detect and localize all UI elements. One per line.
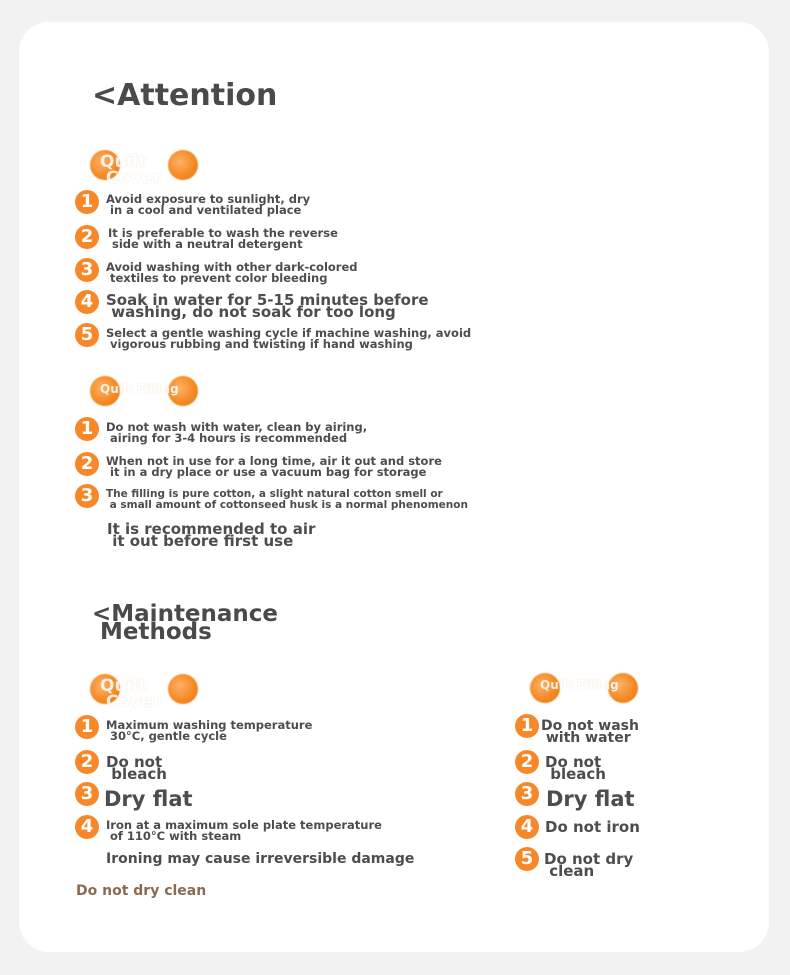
- step-3-icon: 3: [75, 258, 99, 282]
- maint-cover-item-2: Do not bleach: [106, 753, 167, 783]
- maint-filling-item-4: Do not iron: [545, 818, 640, 836]
- step-4-icon: 4: [75, 815, 99, 839]
- step-1-icon: 1: [515, 714, 539, 738]
- quilt-cover-label: Quilt Cover: [100, 152, 162, 188]
- dry-clean-footer: Do not dry clean: [76, 883, 207, 899]
- cover-item-5: Select a gentle washing cycle if machine washing, avoid vigorous rubbing and twisting if hand washing: [106, 326, 472, 351]
- step-5-icon: 5: [515, 847, 539, 871]
- maint-filling-item-3: Dry flat: [546, 787, 635, 811]
- maintenance-heading: <Maintenance Methods: [92, 601, 279, 645]
- step-2-icon: 2: [515, 750, 539, 774]
- orange-circle-icon: [168, 150, 198, 180]
- maint-cover-item-4: Iron at a maximum sole plate temperature of 110°C with steam: [106, 818, 382, 843]
- maintenance-cover-label: Quilt Cover: [100, 676, 162, 712]
- maint-cover-item-1: Maximum washing temperature 30°C, gentle cycle: [106, 718, 313, 743]
- maint-filling-item-1: Do not wash with water: [541, 718, 639, 746]
- cover-item-4: Soak in water for 5-15 minutes before washing, do not soak for too long: [106, 291, 429, 321]
- filling-item-1: Do not wash with water, clean by airing, airing for 3-4 hours is recommended: [106, 420, 368, 445]
- orange-circle-icon: [168, 674, 198, 704]
- cover-item-1: Avoid exposure to sunlight, dry in a cool and ventilated place: [106, 192, 311, 217]
- step-5-icon: 5: [75, 323, 99, 347]
- step-3-icon: 3: [75, 782, 99, 806]
- quilt-filling-tag: [90, 376, 200, 410]
- maint-filling-item-5: Do not dry clean: [544, 850, 634, 880]
- maint-filling-item-2: Do not bleach: [545, 753, 606, 783]
- step-3-icon: 3: [75, 484, 99, 508]
- quilt-cover-tag: [90, 150, 200, 190]
- quilt-filling-label: Quilt Filling: [100, 382, 179, 396]
- attention-heading: <Attention: [92, 78, 278, 113]
- maintenance-filling-tag: [530, 673, 640, 707]
- step-1-icon: 1: [75, 715, 99, 739]
- maint-cover-item-3: Dry flat: [104, 787, 193, 811]
- cover-item-2: It is preferable to wash the reverse side with a neutral detergent: [108, 226, 338, 251]
- cover-item-3: Avoid washing with other dark-colored textiles to prevent color bleeding: [106, 260, 358, 285]
- step-2-icon: 2: [75, 225, 99, 249]
- maintenance-cover-tag: [90, 674, 200, 714]
- step-2-icon: 2: [75, 750, 99, 774]
- filling-item-2: When not in use for a long time, air it out and store it in a dry place or use a vacuum bag for storage: [106, 454, 442, 479]
- filling-note: It is recommended to air it out before first use: [107, 520, 316, 550]
- step-3-icon: 3: [515, 782, 539, 806]
- step-1-icon: 1: [75, 417, 99, 441]
- ironing-note: Ironing may cause irreversible damage: [106, 851, 415, 867]
- step-1-icon: 1: [75, 190, 99, 214]
- step-4-icon: 4: [75, 290, 99, 314]
- step-4-icon: 4: [515, 815, 539, 839]
- step-2-icon: 2: [75, 452, 99, 476]
- maintenance-filling-label: Quilt Filling: [540, 678, 619, 692]
- filling-item-3: The filling is pure cotton, a slight natural cotton smell or a small amount of cottonseed husk is a normal phenomenon: [106, 488, 468, 511]
